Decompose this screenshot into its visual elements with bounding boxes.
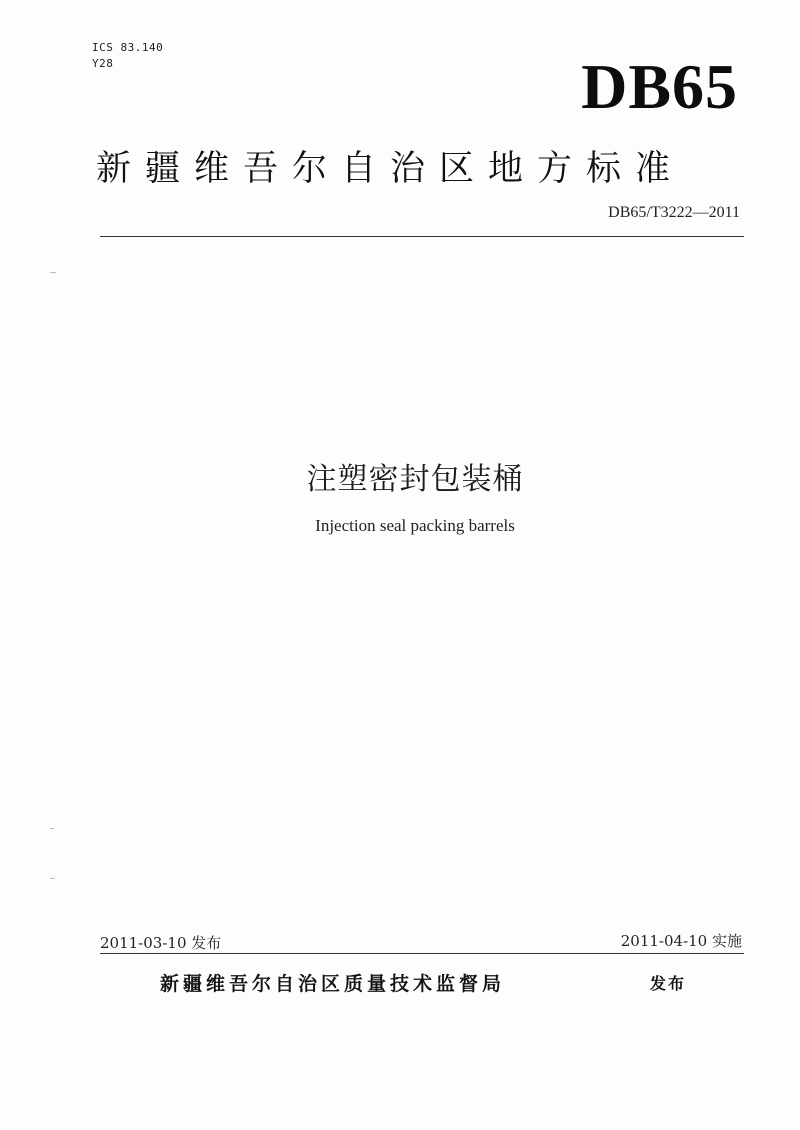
scan-speck	[50, 828, 54, 829]
document-title-english: Injection seal packing barrels	[315, 516, 515, 535]
db-standard-logo: DB65	[581, 51, 738, 122]
ics-code: ICS 83.140	[92, 41, 164, 54]
standard-type-title: 新疆维吾尔自治区地方标准	[96, 149, 685, 189]
scan-speck	[50, 878, 55, 879]
bottom-divider	[100, 953, 744, 954]
publisher-name: 新疆维吾尔自治区质量技术监督局	[160, 973, 506, 995]
classification-codes	[92, 40, 163, 72]
issue-date: 2011-03-10 发布	[100, 934, 222, 952]
top-divider	[100, 236, 744, 237]
standard-number: DB65/T3222—2011	[608, 204, 740, 221]
implementation-date: 2011-04-10 实施	[620, 932, 742, 950]
publisher-suffix: 发布	[650, 974, 687, 993]
document-title-chinese: 注塑密封包装桶	[306, 462, 524, 497]
category-code: Y28	[92, 57, 114, 70]
scan-speck	[50, 272, 56, 273]
